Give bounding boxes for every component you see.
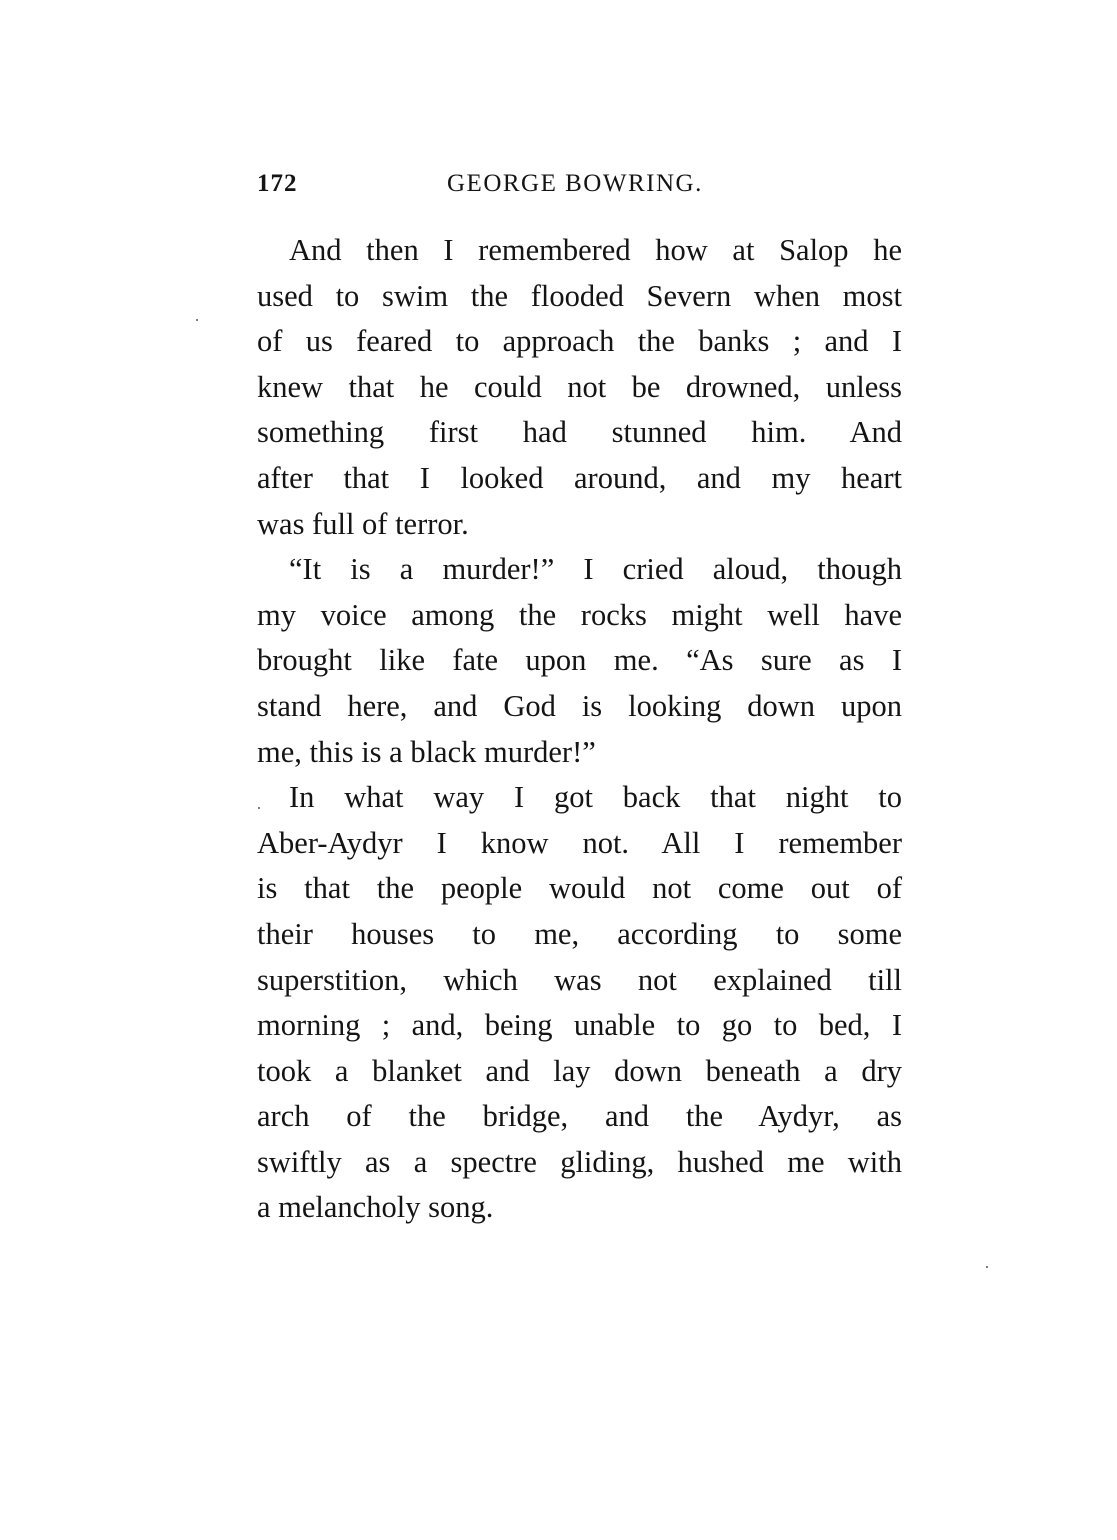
- text-line: a melancholy song.: [257, 1190, 494, 1225]
- text-line: me, this is a black murder!”: [257, 734, 596, 769]
- page-header: [257, 170, 907, 210]
- text-line: after that I looked around, and my heart: [257, 460, 902, 495]
- text-line: And then I remembered how at Salop he: [289, 233, 902, 267]
- text-line: In what way I got back that night to: [289, 780, 902, 815]
- text-line: Aber-Aydyr I know not. All I remember: [257, 825, 902, 860]
- text-line: swiftly as a spectre gliding, hushed me with: [257, 1144, 902, 1179]
- text-line: knew that he could not be drowned, unless: [257, 369, 902, 404]
- scan-speck: [258, 807, 260, 809]
- text-line: “It is a murder!” I cried aloud, though: [289, 552, 902, 587]
- text-line: my voice among the rocks might well have: [257, 597, 902, 632]
- text-line: arch of the bridge, and the Aydyr, as: [257, 1099, 902, 1134]
- body-text: [257, 228, 902, 1231]
- text-line: brought like fate upon me. “As sure as I: [257, 643, 902, 678]
- paragraph-1: [257, 228, 902, 547]
- text-line: their houses to me, according to some: [257, 916, 902, 951]
- text-line: is that the people would not come out of: [257, 871, 902, 906]
- text-line: of us feared to approach the banks ; and I: [257, 324, 902, 359]
- paragraph-2: [257, 547, 902, 775]
- paragraph-3: [257, 775, 902, 1231]
- text-line: something first had stunned him. And: [257, 415, 902, 450]
- page-number: 172: [257, 170, 298, 197]
- scan-speck: [986, 1266, 988, 1268]
- text-line: was full of terror.: [257, 506, 469, 541]
- text-line: used to swim the flooded Severn when most: [257, 278, 902, 313]
- text-line: stand here, and God is looking down upon: [257, 688, 902, 723]
- text-line: took a blanket and lay down beneath a dry: [257, 1053, 902, 1088]
- running-title: GEORGE BOWRING.: [447, 170, 703, 197]
- scan-speck: [196, 319, 198, 321]
- text-line: morning ; and, being unable to go to bed, I: [257, 1008, 902, 1043]
- text-line: superstition, which was not explained till: [257, 962, 902, 997]
